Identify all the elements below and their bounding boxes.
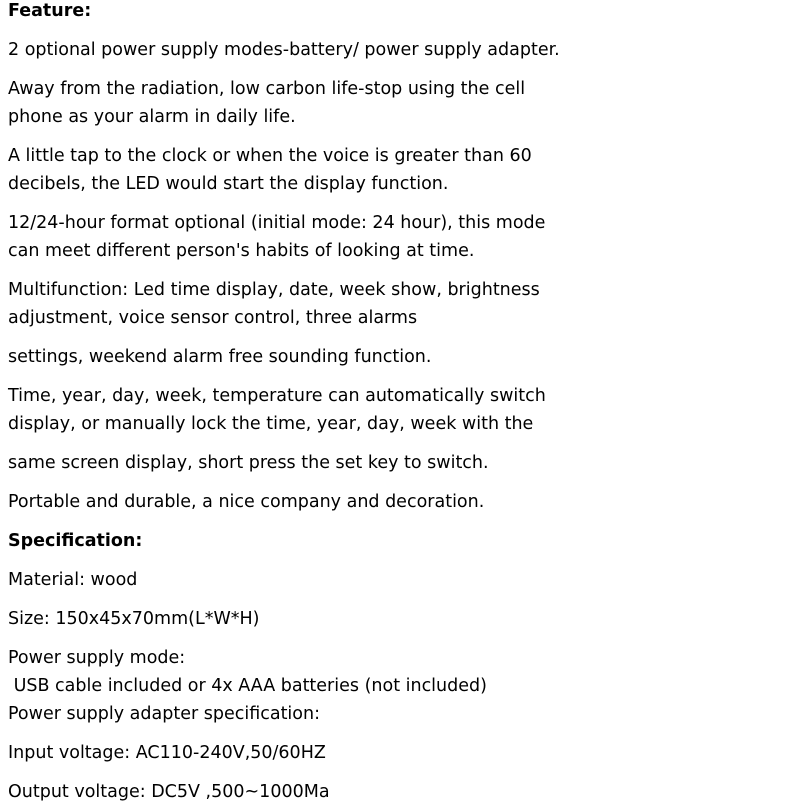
feature-line: 12/24-hour format optional (initial mode: 24 hour), this mode xyxy=(8,213,546,233)
spec-input-voltage: Input voltage: AC110-240V,50/60HZ xyxy=(8,743,326,763)
feature-line: settings, weekend alarm free sounding function. xyxy=(8,347,432,367)
feature-line: 2 optional power supply modes-battery/ power supply adapter. xyxy=(8,40,560,60)
feature-item xyxy=(8,488,788,516)
feature-item xyxy=(8,142,788,198)
feature-line: Multifunction: Led time display, date, week show, brightness xyxy=(8,280,540,300)
spec-size: Size: 150x45x70mm(L*W*H) xyxy=(8,609,260,629)
feature-line: Away from the radiation, low carbon life-stop using the cell xyxy=(8,79,526,99)
feature-item xyxy=(8,75,788,131)
feature-item xyxy=(8,382,788,438)
product-description xyxy=(8,0,788,806)
feature-line: same screen display, short press the set key to switch. xyxy=(8,453,489,473)
feature-line: A little tap to the clock or when the voice is greater than 60 xyxy=(8,146,532,166)
spec-power-mode-label: Power supply mode: xyxy=(8,648,186,668)
spec-power-mode-value: USB cable included or 4x AAA batteries (not included) xyxy=(8,676,487,696)
feature-item xyxy=(8,276,788,332)
spec-adapter-label: Power supply adapter specification: xyxy=(8,704,320,724)
spec-material: Material: wood xyxy=(8,570,138,590)
feature-item xyxy=(8,449,788,477)
spec-output-voltage: Output voltage: DC5V ,500~1000Ma xyxy=(8,782,330,802)
feature-line: decibels, the LED would start the display function. xyxy=(8,174,449,194)
feature-line: Time, year, day, week, temperature can automatically switch xyxy=(8,386,546,406)
spec-power-mode xyxy=(8,644,788,728)
feature-line: display, or manually lock the time, year, day, week with the xyxy=(8,414,534,434)
feature-item xyxy=(8,209,788,265)
feature-item xyxy=(8,36,788,64)
feature-line: Portable and durable, a nice company and decoration. xyxy=(8,492,485,512)
feature-line: adjustment, voice sensor control, three alarms xyxy=(8,308,418,328)
feature-line: can meet different person's habits of looking at time. xyxy=(8,241,475,261)
feature-heading: Feature: xyxy=(8,1,92,21)
specification-heading: Specification: xyxy=(8,531,143,551)
feature-item xyxy=(8,343,788,371)
feature-line: phone as your alarm in daily life. xyxy=(8,107,296,127)
